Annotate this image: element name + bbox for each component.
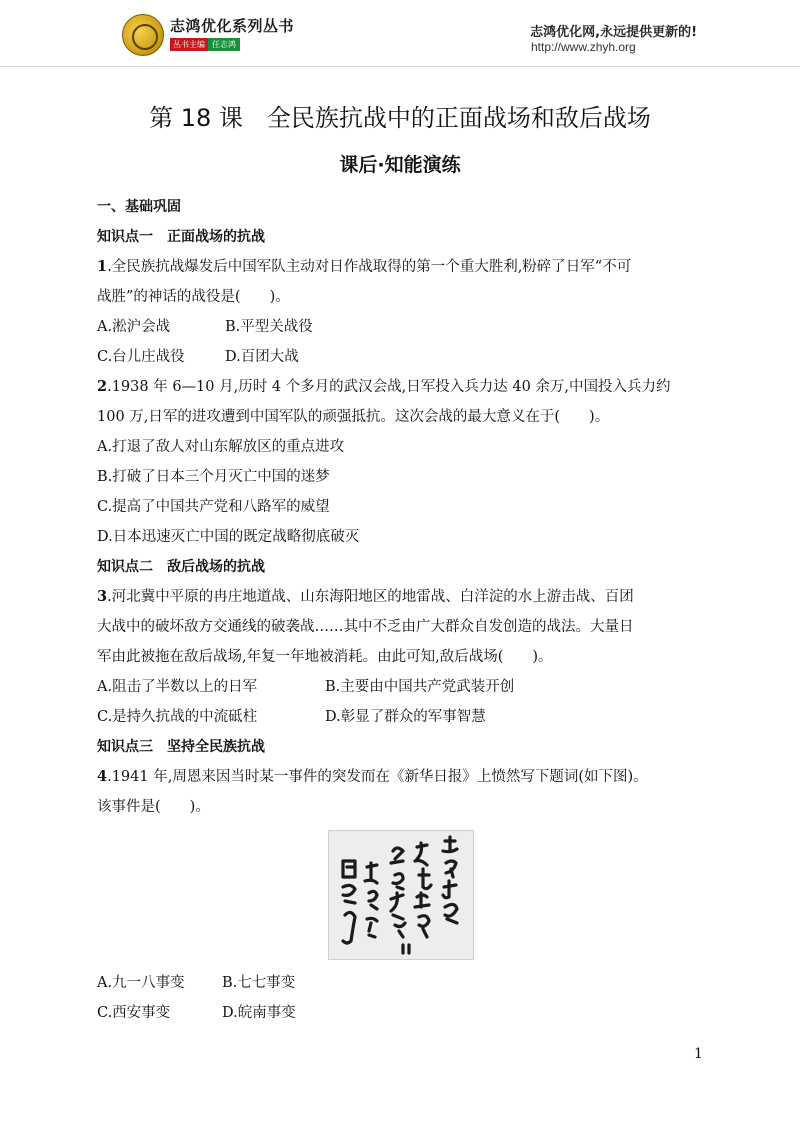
option-b[interactable]: B.打破了日本三个月灭亡中国的迷梦	[97, 469, 330, 485]
option-c[interactable]: C.是持久抗战的中流砥柱	[97, 709, 258, 725]
question-4-line-2: 该事件是( )。	[97, 799, 210, 815]
question-2-stem: .1938 年 6—10 月,历时 4 个多月的武汉会战,日军投入兵力达 40 余万,中国投入兵力约	[107, 379, 671, 395]
option-c[interactable]: C.提高了中国共产党和八路军的威望	[97, 499, 330, 515]
editor-label: 丛书主编	[170, 38, 208, 51]
question-4-options-row-2	[97, 998, 703, 1028]
header-url[interactable]: http://www.zhyh.org	[531, 40, 636, 54]
lesson-title: 第 18 课 全民族抗战中的正面战场和敌后战场	[149, 104, 651, 132]
question-2-line-1	[97, 372, 703, 402]
header-divider	[0, 66, 800, 67]
question-4-options-row-1	[97, 968, 703, 998]
question-4-stem: .1941 年,周恩来因当时某一事件的突发而在《新华日报》上愤然写下题词(如下图)。	[107, 769, 648, 785]
question-2-line-2: 100 万,日军的进攻遭到中国军队的顽强抵抗。这次会战的最大意义在于( )。	[97, 409, 610, 425]
knowledge-point-3: 知识点三 坚持全民族抗战	[97, 739, 265, 755]
option-a[interactable]: A.九一八事变	[97, 975, 185, 991]
question-1-line-1	[97, 252, 703, 282]
calligraphy-inscription-image	[328, 830, 474, 960]
question-1-stem: .全民族抗战爆发后中国军队主动对日作战取得的第一个重大胜利,粉碎了日军“不可	[107, 259, 632, 275]
series-title: 志鸿优化系列丛书	[170, 17, 295, 35]
question-3-line-2: 大战中的破坏敌方交通线的破袭战……其中不乏由广大群众自发创造的战法。大量日	[97, 619, 634, 635]
option-a[interactable]: A.阻击了半数以上的日军	[97, 679, 258, 695]
option-d[interactable]: D.彰显了群众的军事智慧	[325, 709, 486, 725]
option-b[interactable]: B.主要由中国共产党武装开创	[325, 679, 515, 695]
editor-name: 任志鸿	[208, 38, 240, 51]
option-c[interactable]: C.台儿庄战役	[97, 349, 185, 365]
question-1-options-row-1	[97, 312, 703, 342]
page-number: 1	[694, 1046, 703, 1062]
lesson-subtitle: 课后·知能演练	[339, 154, 461, 176]
knowledge-point-1: 知识点一 正面战场的抗战	[97, 229, 265, 245]
question-4-line-1	[97, 762, 703, 792]
page-header	[0, 0, 800, 66]
question-3-options-row-2	[97, 702, 703, 732]
question-number: 2	[97, 378, 108, 395]
option-d[interactable]: D.日本迅速灭亡中国的既定战略彻底破灭	[97, 529, 360, 545]
option-d[interactable]: D.百团大战	[225, 349, 299, 365]
question-number: 1	[97, 258, 108, 275]
question-1-line-2: 战胜”的神话的战役是( )。	[97, 289, 290, 305]
question-3-stem: .河北冀中平原的冉庄地道战、山东海阳地区的地雷战、白洋淀的水上游击战、百团	[107, 589, 634, 605]
section-heading: 一、基础巩固	[97, 199, 181, 215]
question-number: 3	[97, 588, 108, 605]
option-a[interactable]: A.打退了敌人对山东解放区的重点进攻	[97, 439, 345, 455]
series-logo-icon	[122, 14, 164, 56]
editor-badge	[170, 38, 240, 51]
option-d[interactable]: D.皖南事变	[222, 1005, 296, 1021]
exercise-content	[97, 192, 703, 1028]
question-3-line-1	[97, 582, 703, 612]
option-c[interactable]: C.西安事变	[97, 1005, 171, 1021]
calligraphy-strokes	[329, 831, 473, 959]
option-a[interactable]: A.淞沪会战	[97, 319, 171, 335]
header-slogan: 志鸿优化网,永远提供更新的!	[530, 25, 697, 40]
knowledge-point-2: 知识点二 敌后战场的抗战	[97, 559, 265, 575]
question-number: 4	[97, 768, 108, 785]
question-3-line-3: 军由此被拖在敌后战场,年复一年地被消耗。由此可知,敌后战场( )。	[97, 649, 553, 665]
question-3-options-row-1	[97, 672, 703, 702]
option-b[interactable]: B.平型关战役	[225, 319, 313, 335]
question-1-options-row-2	[97, 342, 703, 372]
option-b[interactable]: B.七七事变	[222, 975, 296, 991]
